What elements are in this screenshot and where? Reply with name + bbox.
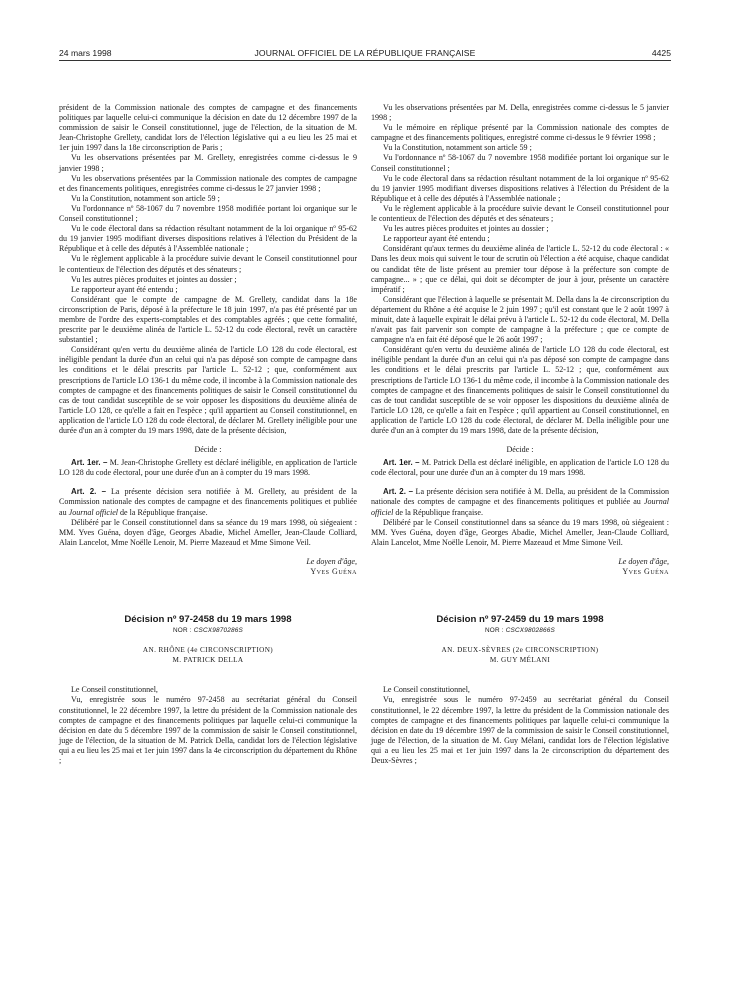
paragraph: président de la Commission nationale des comptes de campagne et des financements politiques par laquelle celui-ci communique la décision en date du 12 décembre 1997 de la commission de saisir le Conseil constitutionnel, juge de l'élection, de la situation de M. Jean-Christophe Grellety, candidat lors de l'élection législative qui a eu lieu les 25 mai et 1er juin 1997 dans la 18e circonscription de Paris ; (59, 103, 357, 153)
candidate-name: M. PATRICK DELLA (172, 656, 244, 665)
paragraph: Considérant qu'aux termes du deuxième alinéa de l'article L. 52-12 du code électoral : « Dans les deux mois qui suivent le tour de scrutin où l'élection a été acquise, chaque candidat ou candidat tête de liste présent au premier tour dépose à la préfecture son compte de campagne... » ; que ce délai, qui doit se décompter de jour à jour, présente un caractère impératif ; (371, 244, 669, 294)
constituency: AN. RHÔNE (4e CIRCONSCRIPTION) (142, 646, 274, 655)
decide-heading: Décide : (194, 445, 222, 455)
article-text: M. Jean-Christophe Grellety est déclaré inéligible, en application de l'article LO 128 du code électoral, pour une durée d'un an à compter du 19 mars 1998. (59, 458, 357, 478)
signature-name: Yves Guéna (310, 567, 357, 577)
nor-label: NOR : (172, 627, 192, 635)
paragraph: Vu la Constitution, notamment son article 59 ; (71, 193, 220, 203)
signature-name: Yves Guéna (622, 567, 669, 577)
paragraph: Vu les autres pièces produites et jointes au dossier ; (71, 274, 237, 284)
nor-code: CSCX9870286S (193, 627, 244, 635)
paragraph: Vu, enregistrée sous le numéro 97-2459 au secrétariat général du Conseil constitutionnel, le 22 décembre 1997, la lettre du président de la Commission nationale des comptes de campagne et des financements politiques par laquelle celui-ci communique la décision en date du 19 décembre 1997 de la commission de saisir le Conseil constitutionnel, juge de l'élection, de la situation de M. Guy Mélani, candidat lors de l'élection législative qui a eu lieu les 25 mai et 1er juin 1997 dans la 2e circonscription du département des Deux-Sèvres ; (371, 695, 669, 765)
paragraph: Vu le code électoral dans sa rédaction résultant notamment de la loi organique nº 95-62 du 19 janvier 1995 modifiant diverses dispositions relatives à l'élection du Président de la République et à celle des députés à l'Assemblée nationale ; (59, 224, 357, 254)
header-rule (59, 60, 671, 61)
paragraph: Considérant qu'en vertu du deuxième alinéa de l'article LO 128 du code électoral, est inéligible pendant la durée d'un an celui qui n'a pas déposé son compte de campagne dans les conditions et le délai prescrits par l'article L. 52-12 ; que, conformément aux prescriptions de l'article LO 136-1 du même code, il incombe à la Commission nationale des comptes de campagne et des financements politiques de saisir le Conseil constitutionnel du cas de tout candidat susceptible de se voir opposer les dispositions du deuxième alinéa de l'article LO 128, ce qu'elle a fait en l'espèce ; qu'il appartient au Conseil constitutionnel, en application de l'article LO 128 du code électoral, de déclarer M. Della inéligible pour une durée d'un an à compter du 19 mars 1998, date de la présente décision, (371, 345, 669, 435)
journal-reference: Journal officiel (371, 497, 669, 517)
nor-reference (59, 626, 357, 636)
nor-reference (371, 626, 669, 636)
paragraph: Vu, enregistrée sous le numéro 97-2458 au secrétariat général du Conseil constitutionnel, le 22 décembre 1997, la lettre du président de la Commission nationale des comptes de campagne et des financements politiques par laquelle celui-ci communique la décision en date du 5 décembre 1997 de la commission de saisir le Conseil constitutionnel, juge de l'élection, de la situation de M. Patrick Della, candidat lors de l'élection législative qui a eu lieu les 25 mai et 1er juin 1997 dans la 4e circonscription du département du Rhône ; (59, 695, 357, 765)
left-column (59, 103, 357, 766)
article-label: Art. 2. – (383, 487, 413, 497)
article-label: Art. 1er. – (383, 458, 420, 468)
paragraph: Vu les observations présentées par la Commission nationale des comptes de campagne et des financements politiques, enregistrées comme ci-dessus le 27 janvier 1998 ; (59, 173, 357, 193)
decide-heading: Décide : (506, 445, 534, 455)
page-header (59, 48, 671, 68)
article-1 (371, 458, 669, 478)
article-1 (59, 458, 357, 478)
article-text: M. Patrick Della est déclaré inéligible, en application de l'article LO 128 du code électoral, pour une durée d'un an à compter du 19 mars 1998. (371, 458, 670, 478)
article-2 (371, 487, 669, 517)
paragraph: Vu le mémoire en réplique présenté par la Commission nationale des comptes de campagne et des financements politiques, enregistré comme ci-dessus le 9 février 1998 ; (371, 123, 669, 143)
journal-reference: Journal officiel (68, 507, 119, 517)
deliberation: Délibéré par le Conseil constitutionnel dans sa séance du 19 mars 1998, où siégeaient : MM. Yves Guéna, doyen d'âge, Georges Abadie, Michel Ameller, Jean-Claude Colliard, Alain Lancelot, Mme Noëlle Lenoir, M. Pierre Mazeaud et Mme Simone Veil. (59, 517, 357, 547)
article-text: de la République française. (120, 507, 208, 517)
constituency: AN. DEUX-SÈVRES (2e CIRCONSCRIPTION) (441, 646, 599, 655)
nor-code: CSCX9802866S (505, 627, 556, 635)
paragraph: Le Conseil constitutionnel, (383, 685, 470, 695)
paragraph: Considérant que le compte de campagne de M. Grellety, candidat dans la 18e circonscription de Paris, déposé à la préfecture le 18 juin 1997, n'a pas été présenté par un membre de l'ordre des experts-comptables et des comptables agréés ; que cette formalité, prescrite par le deuxième alinéa de l'article L. 52-12 du code électoral, revêt un caractère substantiel ; (59, 294, 357, 345)
paragraph: Considérant que l'élection à laquelle se présentait M. Della dans la 4e circonscription du département du Rhône a été acquise le 2 juin 1997 ; qu'il est constant que le 2 août 1997 à minuit, date à laquelle expirait le délai prévu à l'article L. 52-12 du code électoral, M. Della n'avait pas fait parvenir son compte de campagne à la préfecture ; que ce compte de campagne n'a en fait été déposé que le 26 août 1997 ; (371, 294, 669, 345)
candidate-name: M. GUY MÉLANI (489, 656, 551, 665)
decision-title: Décision nº 97-2458 du 19 mars 1998 (124, 614, 292, 626)
paragraph: Vu les observations présentées par M. Della, enregistrées comme ci-dessus le 5 janvier 1998 ; (371, 103, 669, 123)
signature-title: Le doyen d'âge, (618, 556, 669, 566)
paragraph: Vu les autres pièces produites et jointes au dossier ; (383, 224, 549, 234)
article-text: La présente décision sera notifiée à M. Della, au président de la Commission nationale des comptes de campagne et des financements politiques et publiée au (371, 487, 669, 507)
issue-date: 24 mars 1998 (59, 48, 112, 58)
paragraph: Vu l'ordonnance nº 58-1067 du 7 novembre 1958 modifiée portant loi organique sur le Conseil constitutionnel ; (371, 153, 669, 173)
paragraph: Vu le règlement applicable à la procédure suivie devant le Conseil constitutionnel pour le contentieux de l'élection des députés et des sénateurs ; (59, 254, 357, 274)
article-label: Art. 1er. – (71, 458, 108, 468)
paragraph: Considérant qu'en vertu du deuxième alinéa de l'article LO 128 du code électoral, est inéligible pendant la durée d'un an celui qui n'a pas déposé son compte de campagne dans les conditions et le délai prescrits par l'article L. 52-12 ; que, conformément aux prescriptions de l'article LO 136-1 du même code, il incombe à la Commission nationale des comptes de campagne et des financements politiques de saisir le Conseil constitutionnel du cas de tout candidat susceptible de se voir opposer les dispositions du deuxième alinéa de l'article LO 128, ce qu'elle a fait en l'espèce ; qu'il appartient au Conseil constitutionnel, en application de l'article LO 128 du code électoral, de déclarer M. Grellety inéligible pour une durée d'un an à compter du 19 mars 1998, date de la présente décision, (59, 345, 357, 435)
article-text: La présente décision sera notifiée à M. Grellety, au président de la Commission nationale des comptes de campagne et des financements politiques et publiée au (59, 487, 357, 517)
paragraph: Vu le code électoral dans sa rédaction résultant notamment de la loi organique nº 95-62 du 19 janvier 1995 modifiant diverses dispositions relatives à l'élection du Président de la République et à celle des députés à l'Assemblée nationale ; (371, 173, 669, 203)
paragraph: Vu le règlement applicable à la procédure suivie devant le Conseil constitutionnel pour le contentieux de l'élection des députés et des sénateurs ; (371, 203, 669, 224)
paragraph: Vu la Constitution, notamment son article 59 ; (383, 143, 532, 153)
article-label: Art. 2. – (71, 487, 106, 497)
nor-label: NOR : (484, 627, 504, 635)
right-column (371, 103, 669, 766)
paragraph: Le rapporteur ayant été entendu ; (71, 284, 178, 294)
paragraph: Le rapporteur ayant été entendu ; (383, 234, 490, 244)
article-text: de la République française. (395, 507, 483, 517)
deliberation: Délibéré par le Conseil constitutionnel dans sa séance du 19 mars 1998, où siégeaient : MM. Yves Guéna, doyen d'âge, Georges Abadie, Michel Ameller, Jean-Claude Colliard, Alain Lancelot, Mme Noëlle Lenoir, M. Pierre Mazeaud et Mme Simone Veil. (371, 517, 669, 547)
paragraph: Vu les observations présentées par M. Grellety, enregistrées comme ci-dessus le 9 janvier 1998 ; (59, 153, 357, 173)
journal-title: JOURNAL OFFICIEL DE LA RÉPUBLIQUE FRANÇAISE (254, 48, 476, 58)
paragraph: Vu l'ordonnance nº 58-1067 du 7 novembre 1958 modifiée portant loi organique sur le Conseil constitutionnel ; (59, 203, 357, 224)
page-number: 4425 (651, 48, 671, 58)
article-2 (59, 487, 357, 517)
paragraph: Le Conseil constitutionnel, (71, 685, 158, 695)
decision-title: Décision nº 97-2459 du 19 mars 1998 (436, 614, 604, 626)
signature-title: Le doyen d'âge, (306, 556, 357, 566)
